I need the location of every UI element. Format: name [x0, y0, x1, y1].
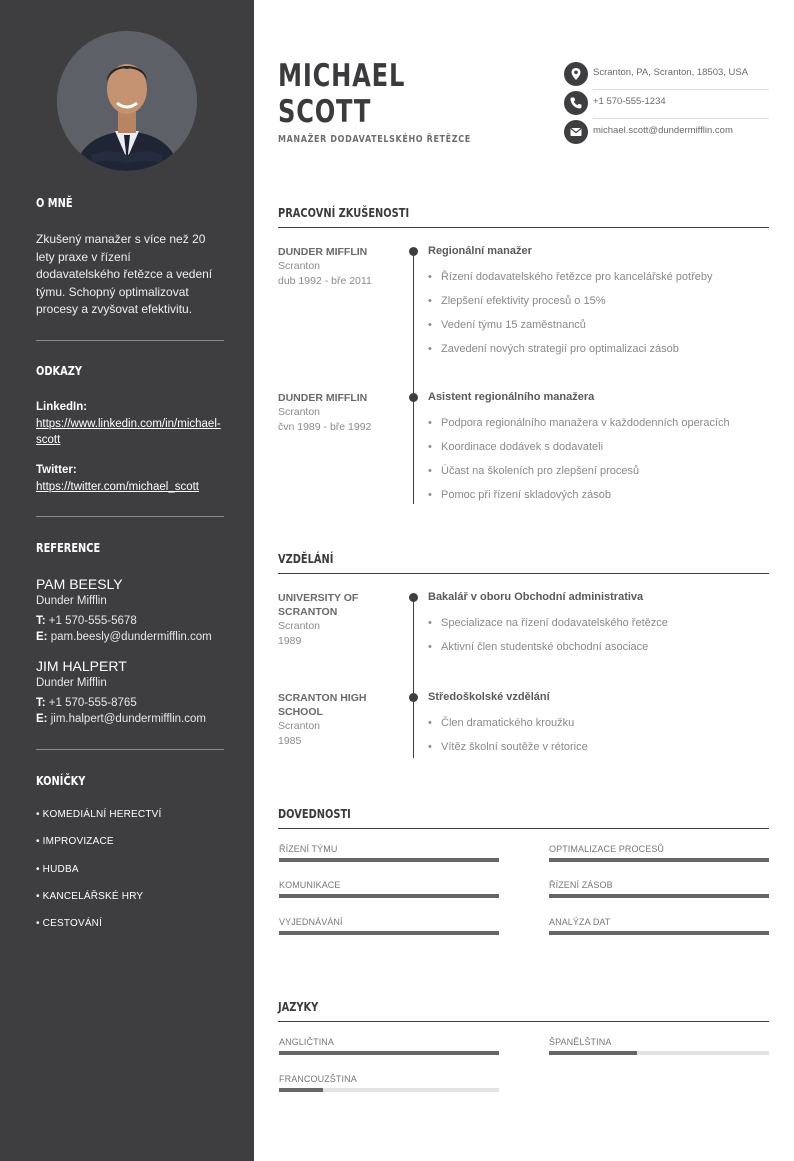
- skill-bar: [549, 931, 769, 935]
- skill-item: [279, 880, 499, 898]
- linkedin-link[interactable]: https://www.linkedin.com/in/michael-scott: [36, 418, 221, 446]
- hobby-item: • KOMEDIÁLNÍ HERECTVÍ: [36, 809, 162, 820]
- skill-item: [279, 917, 499, 935]
- bullet-item: • Zavedení nových strategií pro optimalizaci zásob: [428, 343, 679, 355]
- skill-bar-fill: [549, 858, 769, 862]
- skill-bar-fill: [549, 931, 769, 935]
- languages-heading: JAZYKY: [278, 1000, 319, 1014]
- bullet-item: • Vítěz školní soutěže v rétorice: [428, 741, 588, 753]
- language-bar-fill: [549, 1051, 637, 1055]
- email-label: E:: [36, 631, 48, 643]
- graduation-year: 1989: [278, 635, 302, 647]
- employment-dates: dub 1992 - bře 2011: [278, 275, 372, 287]
- email-text[interactable]: michael.scott@dundermifflin.com: [593, 125, 733, 136]
- skill-item: [549, 880, 769, 898]
- reference-phone: [36, 615, 137, 627]
- skill-item: [549, 844, 769, 862]
- first-name: MICHAEL: [278, 58, 406, 94]
- employer-name: DUNDER MIFFLIN: [278, 246, 368, 258]
- bullet-item: • Účast na školeních pro zlepšení procesů: [428, 465, 639, 477]
- skill-bar: [279, 858, 499, 862]
- reference-phone: [36, 697, 137, 709]
- bullet-item: • Pomoc při řízení skladových zásob: [428, 489, 611, 501]
- email-value: jim.halpert@dundermifflin.com: [50, 713, 206, 725]
- employer-name: DUNDER MIFFLIN: [278, 392, 368, 404]
- language-bar: [279, 1051, 499, 1055]
- sidebar-divider: [36, 340, 224, 341]
- school-name: SCRANTON HIGH SCHOOL: [278, 692, 367, 718]
- language-bar-fill: [279, 1088, 323, 1092]
- skill-label: KOMUNIKACE: [279, 880, 341, 890]
- employment-dates: čvn 1989 - bře 1992: [278, 421, 372, 433]
- skill-bar: [549, 894, 769, 898]
- skills-heading: DOVEDNOSTI: [278, 807, 351, 821]
- section-rule: [278, 573, 769, 574]
- skill-bar: [549, 858, 769, 862]
- mail-icon: [564, 120, 588, 144]
- contact-address: [564, 61, 769, 90]
- phone-value: +1 570-555-8765: [48, 697, 137, 709]
- experience-timeline: [413, 251, 414, 504]
- school-city: Scranton: [278, 620, 321, 632]
- education-heading: VZDĚLÁNÍ: [278, 552, 334, 566]
- full-name: [278, 58, 405, 130]
- position-title: Regionální manažer: [428, 245, 532, 257]
- bullet-item: • Podpora regionálního manažera v každodenních operacích: [428, 417, 730, 429]
- language-item: [549, 1037, 769, 1055]
- skill-bar: [279, 894, 499, 898]
- section-rule: [278, 828, 769, 829]
- position-title: Asistent regionálního manažera: [428, 391, 595, 403]
- email-label: E:: [36, 713, 48, 725]
- language-bar: [279, 1088, 499, 1092]
- bullet-item: • Řízení dodavatelského řetězce pro kancelářské potřeby: [428, 271, 713, 283]
- bullet-item: • Zlepšení efektivity procesů o 15%: [428, 295, 605, 307]
- language-label: ŠPANĚLŠTINA: [549, 1037, 612, 1047]
- last-name: SCOTT: [278, 94, 372, 130]
- skill-label: OPTIMALIZACE PROCESŮ: [549, 844, 665, 854]
- skill-item: [279, 844, 499, 862]
- avatar: [57, 31, 197, 171]
- degree-title: Středoškolské vzdělání: [428, 691, 550, 703]
- avatar-illustration: [57, 31, 197, 171]
- phone-label: T:: [36, 697, 46, 709]
- reference-name: PAM BEESLY: [36, 576, 123, 592]
- hobby-item: • CESTOVÁNÍ: [36, 918, 103, 929]
- sidebar-divider: [36, 516, 224, 517]
- school-city: Scranton: [278, 720, 321, 732]
- sidebar-divider: [36, 749, 224, 750]
- hobby-item: • HUDBA: [36, 864, 79, 875]
- reference-heading: REFERENCE: [36, 541, 101, 555]
- timeline-dot: [409, 393, 418, 402]
- bullet-item: • Koordinace dodávek s dodavateli: [428, 441, 603, 453]
- bullet-item: • Aktivní člen studentské obchodní asociace: [428, 641, 648, 653]
- language-label: ANGLIČTINA: [279, 1037, 335, 1047]
- employer-city: Scranton: [278, 260, 321, 272]
- hobby-item: • IMPROVIZACE: [36, 836, 114, 847]
- section-rule: [278, 1021, 769, 1022]
- skill-label: ANALÝZA DAT: [549, 917, 611, 927]
- skill-bar-fill: [279, 858, 499, 862]
- contact-email: [564, 119, 769, 148]
- school-name: UNIVERSITY OF SCRANTON: [278, 592, 359, 618]
- timeline-dot: [409, 693, 418, 702]
- reference-name: JIM HALPERT: [36, 658, 127, 674]
- degree-title: Bakalář v oboru Obchodní administrativa: [428, 591, 644, 603]
- skill-label: ŘÍZENÍ TÝMU: [279, 844, 338, 854]
- email-value: pam.beesly@dundermifflin.com: [50, 631, 212, 643]
- skill-bar-fill: [549, 894, 769, 898]
- sidebar: [0, 0, 254, 1161]
- contact-phone: [564, 90, 769, 119]
- twitter-label: Twitter:: [36, 464, 77, 476]
- skill-label: ŘÍZENÍ ZÁSOB: [549, 880, 613, 890]
- skill-bar: [279, 931, 499, 935]
- language-item: [279, 1074, 499, 1092]
- skill-label: VYJEDNÁVÁNÍ: [279, 917, 343, 927]
- phone-icon: [564, 91, 588, 115]
- timeline-dot: [409, 247, 418, 256]
- skill-bar-fill: [279, 894, 499, 898]
- skill-bar-fill: [279, 931, 499, 935]
- language-bar-fill: [279, 1051, 499, 1055]
- linkedin-label: LinkedIn:: [36, 401, 88, 413]
- skill-item: [549, 917, 769, 935]
- address-text: Scranton, PA, Scranton, 18503, USA: [593, 67, 749, 78]
- about-heading: O MNĚ: [36, 196, 73, 210]
- about-text: Zkušený manažer s více než 20 lety praxe v řízení dodavatelského řetězce a vedení týmu. Schopný optimalizovat procesy a zvyšovat efektivitu.: [36, 232, 213, 316]
- phone-label: T:: [36, 615, 46, 627]
- bullet-item: • Člen dramatického kroužku: [428, 717, 574, 729]
- employer-city: Scranton: [278, 406, 321, 418]
- language-bar: [549, 1051, 769, 1055]
- experience-heading: PRACOVNÍ ZKUŠENOSTI: [278, 206, 410, 220]
- location-icon: [564, 62, 588, 86]
- hobbies-heading: KONÍČKY: [36, 774, 86, 788]
- phone-text: +1 570-555-1234: [593, 96, 666, 107]
- graduation-year: 1985: [278, 735, 302, 747]
- education-timeline: [413, 597, 414, 758]
- language-item: [279, 1037, 499, 1055]
- links-heading: ODKAZY: [36, 364, 83, 378]
- reference-email: [36, 631, 212, 643]
- phone-value: +1 570-555-5678: [48, 615, 137, 627]
- job-title: MANAŽER DODAVATELSKÉHO ŘETĚZCE: [278, 134, 471, 145]
- reference-company: Dunder Mifflin: [36, 595, 107, 607]
- section-rule: [278, 227, 769, 228]
- timeline-dot: [409, 593, 418, 602]
- language-label: FRANCOUZŠTINA: [279, 1074, 357, 1084]
- hobby-item: • KANCELÁŘSKÉ HRY: [36, 891, 144, 902]
- bullet-item: • Vedení týmu 15 zaměstnanců: [428, 319, 586, 331]
- reference-email: [36, 713, 206, 725]
- reference-company: Dunder Mifflin: [36, 677, 107, 689]
- bullet-item: • Specializace na řízení dodavatelského řetězce: [428, 617, 668, 629]
- twitter-link[interactable]: https://twitter.com/michael_scott: [36, 481, 199, 493]
